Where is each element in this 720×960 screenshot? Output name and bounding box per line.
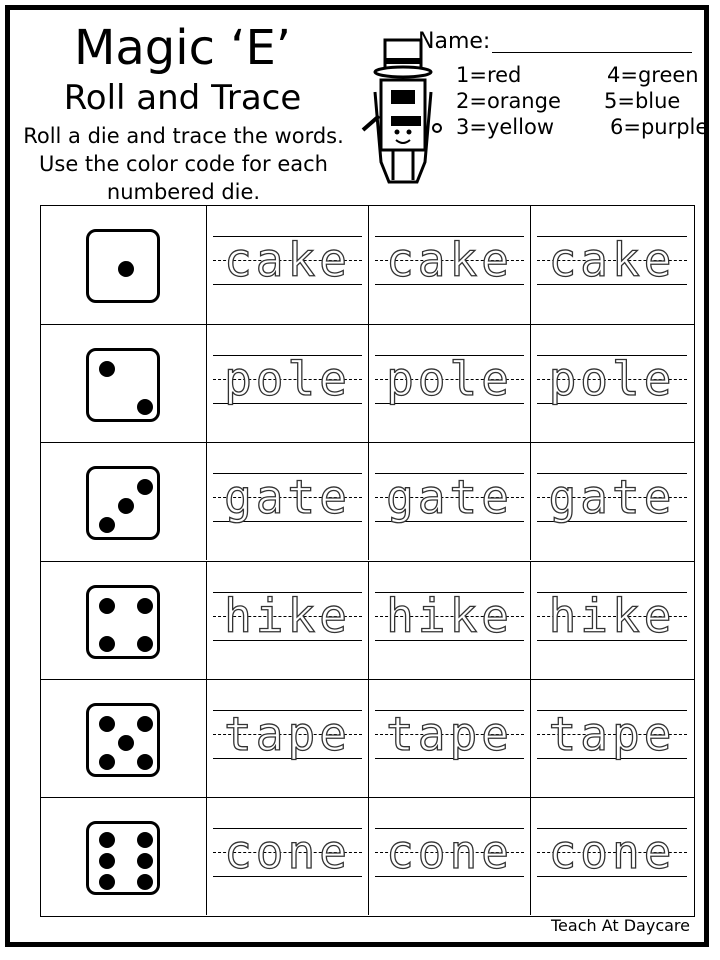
color-code-5: 5=blue [604, 89, 681, 113]
die-pip [137, 399, 153, 415]
die-pip [137, 598, 153, 614]
die-face-2-icon [86, 348, 160, 422]
magic-e-mascot-illustration [353, 32, 453, 192]
color-code-2: 2=orange [456, 89, 561, 113]
die-pip [137, 716, 153, 732]
trace-word-cell[interactable] [369, 798, 531, 915]
trace-word: pole [548, 352, 676, 407]
table-row [41, 797, 694, 915]
instructions-text: Roll a die and trace the words. Use the color code for each numbered die. [23, 124, 344, 204]
trace-word: pole [224, 352, 351, 407]
footer-credit: Teach At Daycare [550, 916, 690, 935]
die-pip [118, 498, 134, 514]
die-pip [137, 479, 153, 495]
table-row [41, 206, 694, 324]
die-pip [137, 874, 153, 890]
color-code-4: 4=green [607, 63, 699, 87]
trace-word-cell[interactable] [207, 562, 369, 679]
die-cell [41, 562, 207, 679]
die-pip [99, 716, 115, 732]
trace-word: gate [386, 470, 513, 525]
trace-word-cell[interactable] [207, 325, 369, 442]
table-row [41, 561, 694, 679]
die-pip [137, 754, 153, 770]
table-row [41, 679, 694, 797]
trace-word-cell[interactable] [369, 443, 531, 560]
trace-word-cell[interactable] [207, 680, 369, 797]
table-row [41, 442, 694, 560]
die-cell [41, 798, 207, 915]
die-pip [99, 361, 115, 377]
color-code-6: 6=purple [610, 115, 709, 139]
trace-word-cell[interactable] [369, 562, 531, 679]
die-face-3-icon [86, 466, 160, 540]
die-pip [137, 832, 153, 848]
die-pip [137, 853, 153, 869]
table-row [41, 324, 694, 442]
trace-word-cell[interactable] [531, 206, 693, 324]
die-pip [99, 517, 115, 533]
name-write-line[interactable] [492, 52, 692, 53]
die-pip [99, 853, 115, 869]
worksheet-subtitle: Roll and Trace [63, 78, 302, 118]
trace-word-cell[interactable] [531, 562, 693, 679]
trace-word-cell[interactable] [369, 206, 531, 324]
worksheet-page [5, 5, 709, 947]
trace-word: hike [386, 588, 513, 643]
trace-word: cone [548, 824, 676, 879]
trace-word-cell[interactable] [531, 798, 693, 915]
color-code-1: 1=red [456, 63, 522, 87]
die-cell [41, 206, 207, 324]
trace-word: gate [224, 470, 351, 525]
die-pip [99, 832, 115, 848]
trace-table [40, 205, 695, 917]
trace-word-cell[interactable] [207, 206, 369, 324]
die-face-6-icon [86, 821, 160, 895]
die-pip [118, 261, 134, 277]
die-pip [118, 735, 134, 751]
name-label: Name: [418, 29, 491, 54]
trace-word: tape [386, 706, 513, 761]
die-pip [99, 874, 115, 890]
die-pip [137, 636, 153, 652]
trace-word-cell[interactable] [531, 680, 693, 797]
trace-word-cell[interactable] [531, 325, 693, 442]
die-pip [99, 754, 115, 770]
trace-word: cone [224, 824, 351, 879]
die-pip [99, 636, 115, 652]
trace-word: hike [548, 588, 676, 643]
trace-word: hike [224, 588, 351, 643]
trace-word-cell[interactable] [369, 680, 531, 797]
die-face-5-icon [86, 703, 160, 777]
die-pip [99, 598, 115, 614]
trace-word: gate [548, 470, 676, 525]
trace-word-cell[interactable] [531, 443, 693, 560]
trace-word-cell[interactable] [207, 443, 369, 560]
trace-word: cake [386, 233, 513, 287]
die-cell [41, 443, 207, 560]
trace-word-cell[interactable] [369, 325, 531, 442]
color-code-3: 3=yellow [456, 115, 554, 139]
trace-word: pole [386, 352, 513, 407]
trace-word: tape [224, 706, 351, 761]
trace-word: cake [548, 233, 676, 287]
trace-word: cake [224, 233, 351, 287]
trace-word: cone [386, 824, 513, 879]
worksheet-title: Magic ‘E’ [73, 20, 292, 76]
die-cell [41, 680, 207, 797]
trace-word: tape [548, 706, 676, 761]
trace-word-cell[interactable] [207, 798, 369, 915]
die-face-1-icon [86, 229, 160, 303]
die-face-4-icon [86, 585, 160, 659]
die-cell [41, 325, 207, 442]
